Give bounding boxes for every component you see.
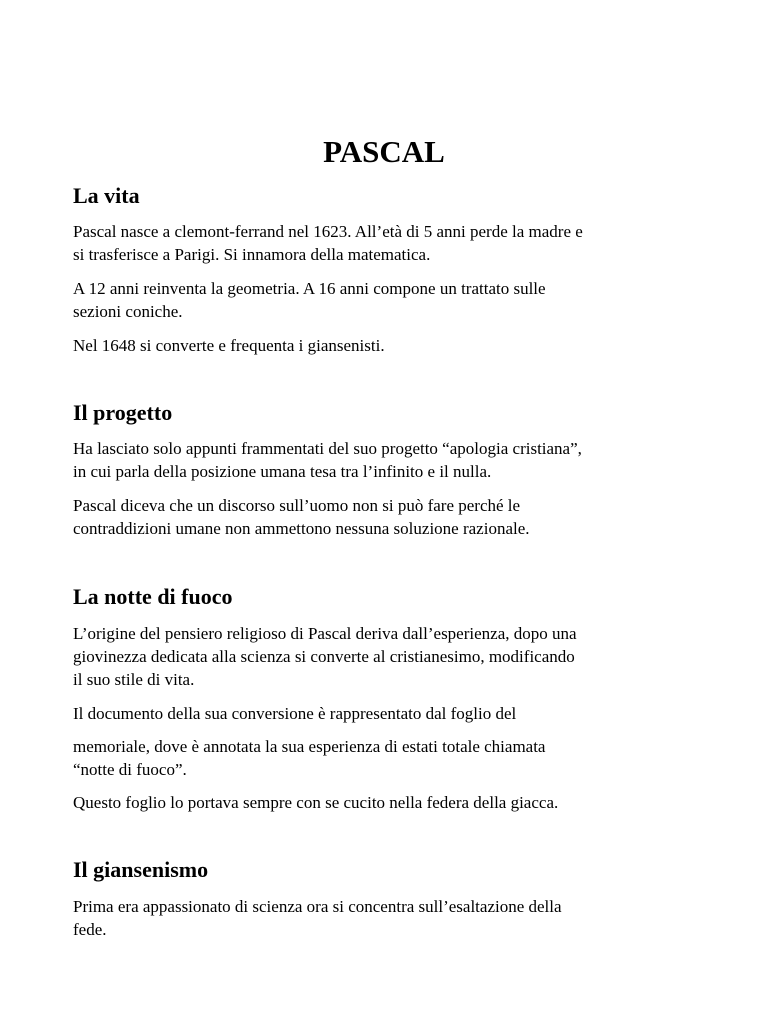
section-heading-la-notte-di-fuoco: La notte di fuoco — [73, 584, 233, 609]
paragraph — [73, 895, 562, 941]
paragraph-line: fede. — [73, 920, 107, 939]
section-heading-la-vita: La vita — [73, 183, 140, 208]
paragraph — [73, 277, 546, 323]
paragraph — [73, 622, 577, 691]
paragraph — [73, 437, 582, 483]
paragraph — [73, 220, 583, 266]
paragraph-line: Pascal diceva che un discorso sull’uomo non si può fare perché le — [73, 496, 521, 515]
paragraph-line: Nel 1648 si converte e frequenta i giansenisti. — [73, 336, 385, 355]
paragraph-line: giovinezza dedicata alla scienza si converte al cristianesimo, modificando — [73, 647, 575, 666]
paragraph-line: si trasferisce a Parigi. Si innamora della matematica. — [73, 245, 431, 264]
paragraph-line: Pascal nasce a clemont-ferrand nel 1623. All’età di 5 anni perde la madre e — [73, 222, 583, 241]
paragraph-line: L’origine del pensiero religioso di Pascal deriva dall’esperienza, dopo una — [73, 624, 577, 643]
document-title: PASCAL — [323, 134, 445, 169]
paragraph-line: Questo foglio lo portava sempre con se cucito nella federa della giacca. — [73, 793, 559, 812]
paragraph-line: in cui parla della posizione umana tesa tra l’infinito e il nulla. — [73, 462, 492, 481]
paragraph — [73, 334, 385, 357]
paragraph-line: “notte di fuoco”. — [73, 760, 187, 779]
paragraph — [73, 735, 545, 781]
section-heading-il-giansenismo: Il giansenismo — [73, 857, 209, 882]
paragraph-line: Ha lasciato solo appunti frammentati del suo progetto “apologia cristiana”, — [73, 439, 582, 458]
paragraph-line: memoriale, dove è annotata la sua esperienza di estati totale chiamata — [73, 737, 546, 756]
paragraph-line: il suo stile di vita. — [73, 670, 195, 689]
paragraph-line: sezioni coniche. — [73, 302, 183, 321]
paragraph-line: contraddizioni umane non ammettono nessuna soluzione razionale. — [73, 519, 530, 538]
section-heading-il-progetto: Il progetto — [73, 400, 173, 425]
paragraph-line: Prima era appassionato di scienza ora si concentra sull’esaltazione della — [73, 897, 562, 916]
paragraph-line: A 12 anni reinventa la geometria. A 16 anni compone un trattato sulle — [73, 279, 546, 298]
paragraph — [73, 791, 558, 814]
paragraph-line: Il documento della sua conversione è rappresentato dal foglio del — [73, 704, 517, 723]
paragraph — [73, 494, 530, 540]
paragraph — [73, 702, 516, 725]
